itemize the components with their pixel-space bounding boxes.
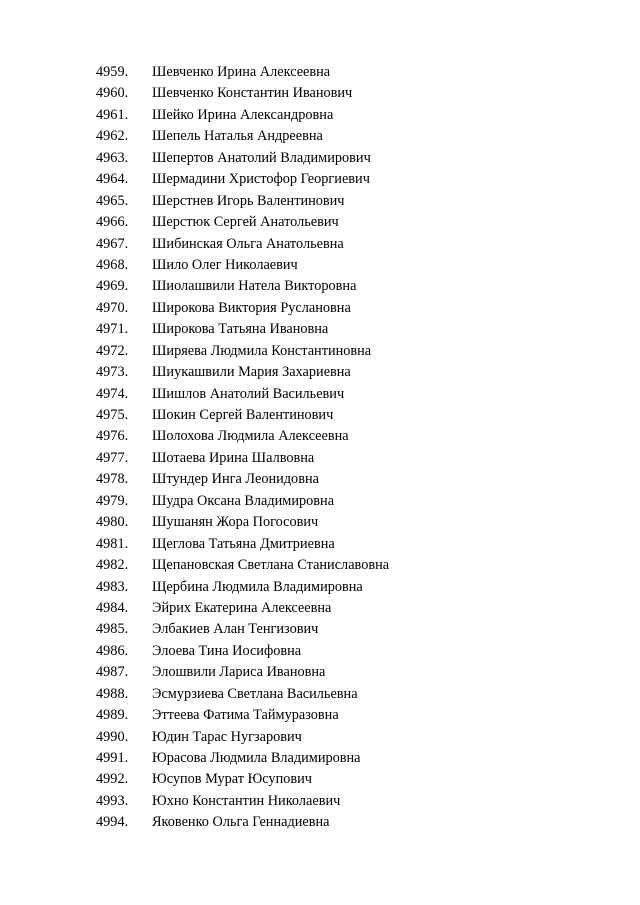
list-item xyxy=(96,126,389,147)
entry-name: Юдин Тарас Нугзарович xyxy=(152,728,302,745)
entry-number: 4977. xyxy=(96,449,129,466)
entry-number: 4993. xyxy=(96,792,129,809)
list-item xyxy=(96,512,389,533)
list-item xyxy=(96,619,389,640)
entry-number: 4967. xyxy=(96,235,129,252)
entry-number: 4974. xyxy=(96,385,129,402)
list-item xyxy=(96,255,389,276)
entry-number: 4979. xyxy=(96,492,129,509)
entry-name: Яковенко Ольга Геннадиевна xyxy=(152,814,330,831)
entry-number: 4960. xyxy=(96,85,129,102)
entry-name: Шерстюк Сергей Анатольевич xyxy=(152,214,339,231)
entry-name: Шейко Ирина Александровна xyxy=(152,106,334,123)
entry-number: 4976. xyxy=(96,428,129,445)
entry-name: Юхно Константин Николаевич xyxy=(152,792,341,809)
entry-number: 4964. xyxy=(96,171,129,188)
list-item xyxy=(96,812,389,833)
entry-number: 4972. xyxy=(96,342,129,359)
entry-number: 4989. xyxy=(96,707,129,724)
entry-name: Элошвили Лариса Ивановна xyxy=(152,664,326,681)
list-item xyxy=(96,212,389,233)
list-item xyxy=(96,83,389,104)
list-item xyxy=(96,169,389,190)
list-item xyxy=(96,362,389,383)
entry-name: Юрасова Людмила Владимировна xyxy=(152,750,361,766)
entry-number: 4970. xyxy=(96,299,129,316)
entry-number: 4975. xyxy=(96,407,129,423)
list-item xyxy=(96,748,389,769)
list-item xyxy=(96,319,389,340)
entry-number: 4983. xyxy=(96,578,129,595)
list-item xyxy=(96,276,389,297)
entry-name: Широкова Татьяна Ивановна xyxy=(152,321,329,338)
list-item xyxy=(96,148,389,169)
list-item xyxy=(96,641,389,662)
entry-name: Шиолашвили Натела Викторовна xyxy=(152,278,357,295)
list-item xyxy=(96,405,389,426)
entry-number: 4991. xyxy=(96,750,129,766)
entry-name: Шило Олег Николаевич xyxy=(152,256,298,273)
entry-name: Элбакиев Алан Тенгизович xyxy=(152,621,319,638)
entry-name: Шибинская Ольга Анатольевна xyxy=(152,235,344,252)
entry-number: 4981. xyxy=(96,535,129,552)
list-item xyxy=(96,234,389,255)
entry-number: 4982. xyxy=(96,557,129,574)
entry-name: Шишлов Анатолий Васильевич xyxy=(152,385,345,402)
list-item xyxy=(96,426,389,447)
list-item xyxy=(96,341,389,362)
entry-number: 4961. xyxy=(96,106,129,123)
numbered-name-list xyxy=(96,62,389,834)
entry-number: 4968. xyxy=(96,256,129,273)
list-item xyxy=(96,491,389,512)
list-item xyxy=(96,384,389,405)
entry-number: 4963. xyxy=(96,149,129,166)
list-item xyxy=(96,662,389,683)
list-item xyxy=(96,791,389,812)
list-item xyxy=(96,577,389,598)
list-item xyxy=(96,298,389,319)
entry-name: Шермадини Христофор Георгиевич xyxy=(152,171,370,188)
entry-number: 4984. xyxy=(96,599,129,616)
entry-number: 4988. xyxy=(96,685,129,702)
entry-name: Шудра Оксана Владимировна xyxy=(152,492,335,509)
entry-number: 4962. xyxy=(96,128,129,145)
entry-name: Элоева Тина Иосифовна xyxy=(152,642,302,659)
entry-name: Ширяева Людмила Константиновна xyxy=(152,342,372,359)
list-item xyxy=(96,62,389,83)
list-item xyxy=(96,684,389,705)
entry-number: 4992. xyxy=(96,771,129,788)
entry-name: Юсупов Мурат Юсупович xyxy=(152,771,312,788)
entry-number: 4971. xyxy=(96,321,129,338)
entry-number: 4978. xyxy=(96,471,129,488)
entry-name: Щеглова Татьяна Дмитриевна xyxy=(152,535,335,552)
entry-number: 4959. xyxy=(96,64,129,80)
entry-number: 4966. xyxy=(96,214,129,231)
entry-name: Щепановская Светлана Станиславовна xyxy=(152,557,390,574)
entry-number: 4994. xyxy=(96,814,129,831)
entry-name: Шокин Сергей Валентинович xyxy=(152,407,334,423)
entry-name: Эттеева Фатима Таймуразовна xyxy=(152,707,339,724)
entry-name: Эсмурзиева Светлана Васильевна xyxy=(152,685,358,702)
list-item xyxy=(96,191,389,212)
entry-name: Шолохова Людмила Алексеевна xyxy=(152,428,349,445)
entry-name: Широкова Виктория Руслановна xyxy=(152,299,351,316)
entry-name: Эйрих Екатерина Алексеевна xyxy=(152,599,332,616)
entry-name: Шушанян Жора Погосович xyxy=(152,514,319,531)
entry-number: 4969. xyxy=(96,278,129,295)
entry-number: 4987. xyxy=(96,664,129,681)
list-item xyxy=(96,705,389,726)
entry-number: 4985. xyxy=(96,621,129,638)
entry-name: Шепертов Анатолий Владимирович xyxy=(152,149,371,166)
list-item xyxy=(96,598,389,619)
entry-number: 4980. xyxy=(96,514,129,531)
entry-number: 4986. xyxy=(96,642,129,659)
entry-name: Шотаева Ирина Шалвовна xyxy=(152,449,315,466)
entry-number: 4990. xyxy=(96,728,129,745)
entry-name: Шевченко Ирина Алексеевна xyxy=(152,64,331,80)
entry-name: Шепель Наталья Андреевна xyxy=(152,128,323,145)
list-item xyxy=(96,769,389,790)
list-item xyxy=(96,105,389,126)
entry-name: Шерстнев Игорь Валентинович xyxy=(152,192,345,209)
entry-number: 4973. xyxy=(96,364,129,381)
list-item xyxy=(96,448,389,469)
entry-name: Шиукашвили Мария Захариевна xyxy=(152,364,351,381)
list-item xyxy=(96,727,389,748)
list-item xyxy=(96,555,389,576)
list-item xyxy=(96,469,389,490)
entry-name: Щербина Людмила Владимировна xyxy=(152,578,363,595)
entry-name: Шевченко Константин Иванович xyxy=(152,85,353,102)
list-item xyxy=(96,534,389,555)
entry-number: 4965. xyxy=(96,192,129,209)
entry-name: Штундер Инга Леонидовна xyxy=(152,471,319,488)
